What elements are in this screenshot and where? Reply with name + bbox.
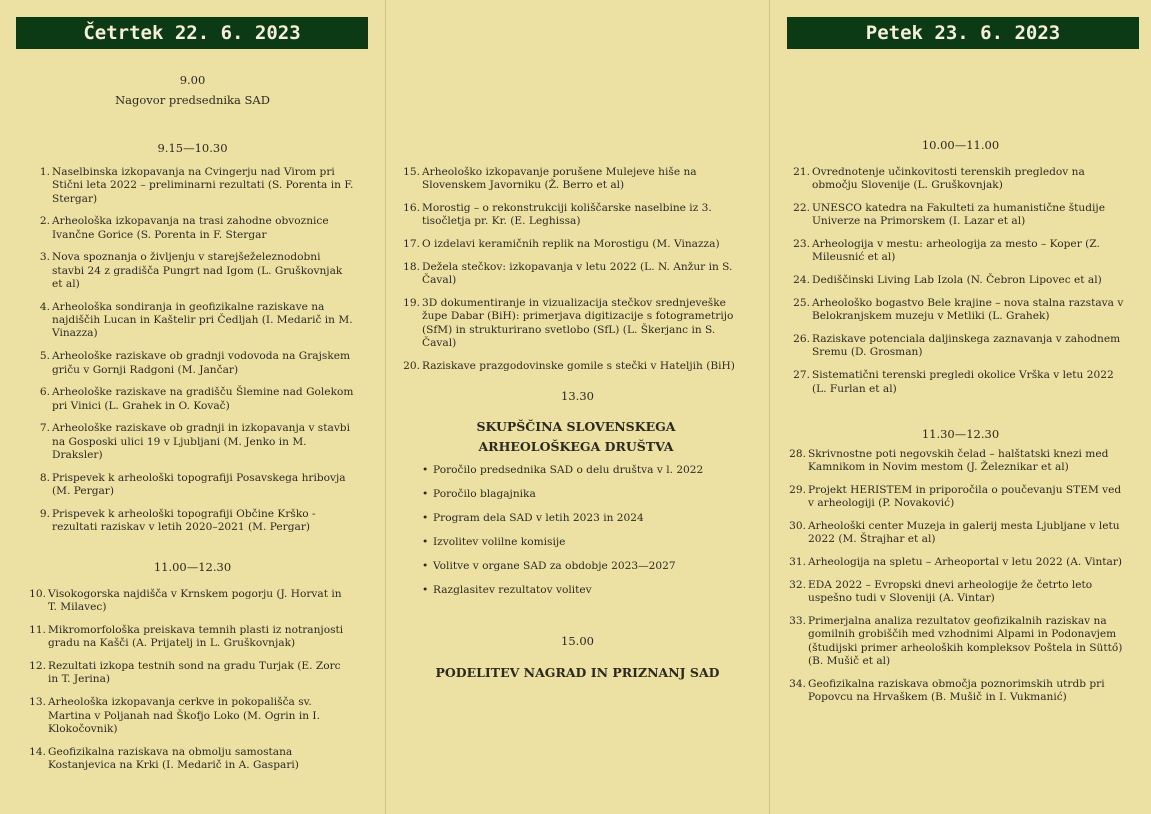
talk-item	[400, 238, 742, 251]
talk-text: Arheološka izkopavanja cerkve in pokopališča sv. Martina v Poljanah nad Škofjo Loko (M. Ogrin in I. Klokočovnik)	[48, 696, 320, 735]
talk-text: Dežela stečkov: izkopavanja v letu 2022 (L. N. Anžur in S. Čaval)	[422, 260, 733, 287]
talk-item	[786, 678, 1130, 705]
talk-number: 16.	[403, 202, 420, 215]
talk-text: Raziskave prazgodovinske gomile s stečki v Hateljih (BiH)	[422, 359, 735, 372]
talk-number: 23.	[793, 238, 810, 251]
talk-text: Projekt HERISTEM in priporočila o poučevanju STEM ved v arheologiji (P. Novaković)	[808, 484, 1122, 510]
talk-number: 28.	[789, 448, 806, 460]
talk-item	[30, 422, 356, 462]
talk-text: Prispevek k arheološki topografiji Posavskega hribovja (M. Pergar)	[52, 471, 346, 498]
talk-number: 26.	[793, 333, 810, 346]
friday-header: Petek 23. 6. 2023	[787, 17, 1139, 49]
talk-item	[790, 166, 1130, 193]
talk-item	[30, 472, 356, 499]
talk-text: Prispevek k arheološki topografiji Občine Krško - rezultati raziskav v letih 2020–2021 (M. Pergar)	[52, 507, 316, 534]
talk-item	[786, 520, 1130, 547]
talk-number: 2.	[39, 215, 50, 228]
assembly-title: SKUPŠČINA SLOVENSKEGA ARHEOLOŠKEGA DRUŠTVA	[476, 419, 676, 454]
talk-number: 30.	[789, 520, 806, 533]
opening-address: Nagovor predsednika SAD	[115, 93, 270, 107]
bullet-icon: •	[422, 512, 429, 524]
talk-text: Arheološke raziskave ob gradnji vodovoda na Grajskem griču v Gornji Radgoni (M. Jančar)	[52, 350, 351, 376]
talk-text: UNESCO katedra na Fakulteti za humanistične študije Univerze na Primorskem (I. Lazar et al)	[812, 202, 1105, 228]
talk-text: Arheološka sondiranja in geofizikalne raziskave na najdiščih Lucan in Kaštelir pri Čedljah (I. Medarič in M. Vinazza)	[52, 300, 353, 340]
bullet-icon: •	[422, 464, 429, 476]
middle-column	[386, 0, 769, 814]
agenda-text: Izvolitev volilne komisije	[433, 536, 566, 548]
talk-text: Naselbinska izkopavanja na Cvingerju nad Virom pri Stični leta 2022 – preliminarni rezultati (S. Porenta in F. Stergar)	[52, 166, 354, 205]
talk-number: 3.	[39, 251, 50, 264]
talk-item	[30, 508, 356, 535]
talk-number: 31.	[789, 556, 806, 569]
talk-text: Dediščinski Living Lab Izola (N. Čebron Lipovec et al)	[812, 274, 1102, 287]
awards-title: PODELITEV NAGRAD IN PRIZNANJ SAD	[435, 665, 720, 680]
talk-text: Arheologija v mestu: arheologija za mesto – Koper (Z. Mileusnić et al)	[812, 238, 1100, 264]
talk-list	[790, 166, 1130, 405]
talk-number: 20.	[403, 359, 420, 372]
talk-text: Rezultati izkopa testnih sond na gradu Turjak (E. Zorc in T. Jerina)	[48, 660, 341, 686]
talk-number: 7.	[39, 422, 50, 435]
talk-number: 5.	[39, 350, 50, 363]
talk-text: Arheologija na spletu – Arheoportal v letu 2022 (A. Vintar)	[808, 556, 1123, 569]
talk-number: 34.	[789, 677, 806, 690]
agenda-text: Poročilo predsednika SAD o delu društva v l. 2022	[433, 464, 704, 476]
talk-text: O izdelavi keramičnih replik na Morostigu (M. Vinazza)	[422, 238, 720, 251]
talk-item	[790, 238, 1130, 265]
agenda-list	[422, 464, 742, 608]
talk-item	[26, 696, 352, 736]
talk-number: 24.	[793, 274, 810, 287]
talk-text: Arheološka izkopavanja na trasi zahodne obvoznice Ivančne Gorice (S. Porenta in F. Stergar	[52, 215, 329, 241]
agenda-item	[422, 512, 742, 525]
talk-text: Morostig – o rekonstrukciji koliščarske naselbine iz 3. tisočletja pr. Kr. (E. Leghissa)	[422, 202, 712, 228]
talk-text: Arheološko izkopavanje porušene Mulejeve hiše na Slovenskem Javorniku (Ž. Berro et al)	[422, 166, 697, 192]
talk-number: 14.	[29, 745, 46, 758]
talk-number: 18.	[403, 260, 420, 273]
talk-text: Arheološke raziskave na gradišču Šlemine nad Golekom pri Vinici (L. Grahek in O. Kovač)	[52, 386, 354, 412]
talk-number: 8.	[39, 471, 50, 484]
talk-item	[30, 301, 356, 341]
talk-number: 19.	[403, 297, 420, 310]
talk-number: 11.	[29, 624, 46, 637]
talk-item	[30, 386, 356, 413]
talk-number: 22.	[793, 202, 810, 215]
awards-time: 15.00	[561, 634, 594, 648]
assembly-time: 13.30	[561, 389, 594, 403]
talk-number: 27.	[793, 369, 810, 382]
talk-item	[790, 297, 1130, 324]
talk-number: 25.	[793, 297, 810, 310]
bullet-icon: •	[422, 560, 429, 572]
talk-text: Arheološke raziskave ob gradnji in izkopavanja v stavbi na Gosposki ulici 19 v Ljubljani (M. Jenko in M. Draksler)	[52, 422, 350, 462]
session-time: 11.00—12.30	[153, 560, 232, 574]
talk-item	[400, 360, 742, 373]
talk-number: 10.	[29, 588, 46, 600]
agenda-text: Volitve v organe SAD za obdobje 2023—2027	[433, 560, 676, 572]
bullet-icon: •	[422, 536, 429, 548]
talk-number: 33.	[789, 615, 806, 628]
talk-number: 32.	[789, 579, 806, 592]
talk-list	[30, 166, 356, 544]
talk-item	[400, 261, 742, 288]
session-time: 9.00	[179, 73, 206, 87]
talk-list	[26, 588, 352, 782]
talk-item	[26, 624, 352, 651]
talk-item	[790, 369, 1130, 396]
talk-item	[26, 588, 352, 615]
talk-number: 21.	[793, 166, 810, 178]
talk-text: Arheološki center Muzeja in galerij mesta Ljubljane v letu 2022 (M. Štrajhar et al)	[808, 520, 1120, 546]
talk-text: Geofizikalna raziskava na obmolju samostana Kostanjevica na Krki (I. Medarič in A. Gaspari)	[48, 745, 299, 771]
talk-item	[786, 615, 1130, 668]
agenda-item	[422, 536, 742, 549]
talk-number: 6.	[39, 386, 50, 399]
talk-item	[786, 556, 1130, 569]
talk-item	[790, 274, 1130, 287]
talk-number: 13.	[29, 696, 46, 709]
talk-text: Arheološko bogastvo Bele krajine – nova stalna razstava v Belokranjskem muzeju v Metliki (L. Grahek)	[812, 297, 1124, 323]
talk-text: Visokogorska najdišča v Krnskem pogorju (J. Horvat in T. Milavec)	[48, 588, 342, 614]
thursday-column	[0, 0, 385, 814]
talk-item	[786, 448, 1130, 475]
bullet-icon: •	[422, 584, 429, 596]
talk-item	[30, 215, 356, 242]
agenda-item	[422, 584, 742, 597]
agenda-item	[422, 560, 742, 573]
friday-column	[770, 0, 1151, 814]
agenda-text: Razglasitev rezultatov volitev	[433, 584, 592, 596]
talk-item	[786, 484, 1130, 511]
agenda-item	[422, 488, 742, 501]
talk-text: Skrivnostne poti negovskih čelad – halštatski knezi med Kamnikom in Novim mestom (J. Železnikar et al)	[808, 448, 1109, 474]
talk-number: 4.	[39, 300, 50, 313]
talk-item	[30, 166, 356, 206]
talk-text: EDA 2022 – Evropski dnevi arheologije že četrto leto uspešno tudi v Sloveniji (A. Vintar)	[808, 579, 1093, 605]
talk-item	[400, 297, 742, 350]
talk-text: Geofizikalna raziskava območja poznorimskih utrdb pri Popovcu na Hrvaškem (B. Mušič in I. Vukmanić)	[808, 677, 1105, 704]
talk-number: 12.	[29, 660, 46, 673]
talk-item	[30, 251, 356, 291]
session-time: 9.15—10.30	[157, 141, 228, 155]
talk-list	[786, 448, 1130, 714]
bullet-icon: •	[422, 488, 429, 500]
talk-item	[400, 202, 742, 229]
talk-text: Mikromorfološka preiskava temnih plasti iz notranjosti gradu na Kašči (A. Prijatelj in L. Gruškovnjak)	[48, 624, 344, 650]
talk-number: 17.	[403, 238, 420, 251]
session-time: 11.30—12.30	[921, 427, 1000, 441]
talk-list	[400, 166, 742, 383]
talk-number: 15.	[403, 166, 420, 178]
talk-number: 29.	[789, 484, 806, 497]
talk-text: Primerjalna analiza rezultatov geofizikalnih raziskav na gomilnih grobiščih med vzhodnimi Alpami in Podonavjem (študijski primer arheoloških kompleksov Poštela in Süttő) (B. Mušič et al)	[808, 615, 1123, 668]
talk-text: 3D dokumentiranje in vizualizacija stečkov srednjeveške župe Dabar (BiH): primerjava digitizacije s fotogrametrijo (SfM) in strukturirano svetlobo (SfL) (L. Škerjanc in S. Čaval)	[422, 297, 734, 349]
agenda-text: Program dela SAD v letih 2023 in 2024	[433, 512, 644, 524]
agenda-text: Poročilo blagajnika	[433, 488, 536, 500]
talk-item	[400, 166, 742, 193]
talk-item	[26, 746, 352, 773]
talk-number: 1.	[39, 166, 50, 178]
thursday-header: Četrtek 22. 6. 2023	[16, 17, 368, 49]
talk-text: Raziskave potenciala daljinskega zaznavanja v zahodnem Sremu (D. Grosman)	[812, 333, 1121, 359]
talk-item	[790, 333, 1130, 360]
talk-item	[790, 202, 1130, 229]
talk-item	[786, 579, 1130, 606]
talk-item	[26, 660, 352, 687]
talk-text: Nova spoznanja o življenju v starejšeželeznodobni stavbi 24 z gradišča Pungrt nad Igom (L. Gruškovnjak et al)	[52, 251, 343, 291]
talk-text: Sistematični terenski pregledi okolice Vrška v letu 2022 (L. Furlan et al)	[812, 369, 1114, 395]
talk-text: Ovrednotenje učinkovitosti terenskih pregledov na območju Slovenije (L. Gruškovnjak)	[812, 166, 1085, 192]
talk-item	[30, 350, 356, 377]
talk-number: 9.	[39, 507, 50, 520]
agenda-item	[422, 464, 742, 477]
session-time: 10.00—11.00	[921, 138, 1000, 152]
